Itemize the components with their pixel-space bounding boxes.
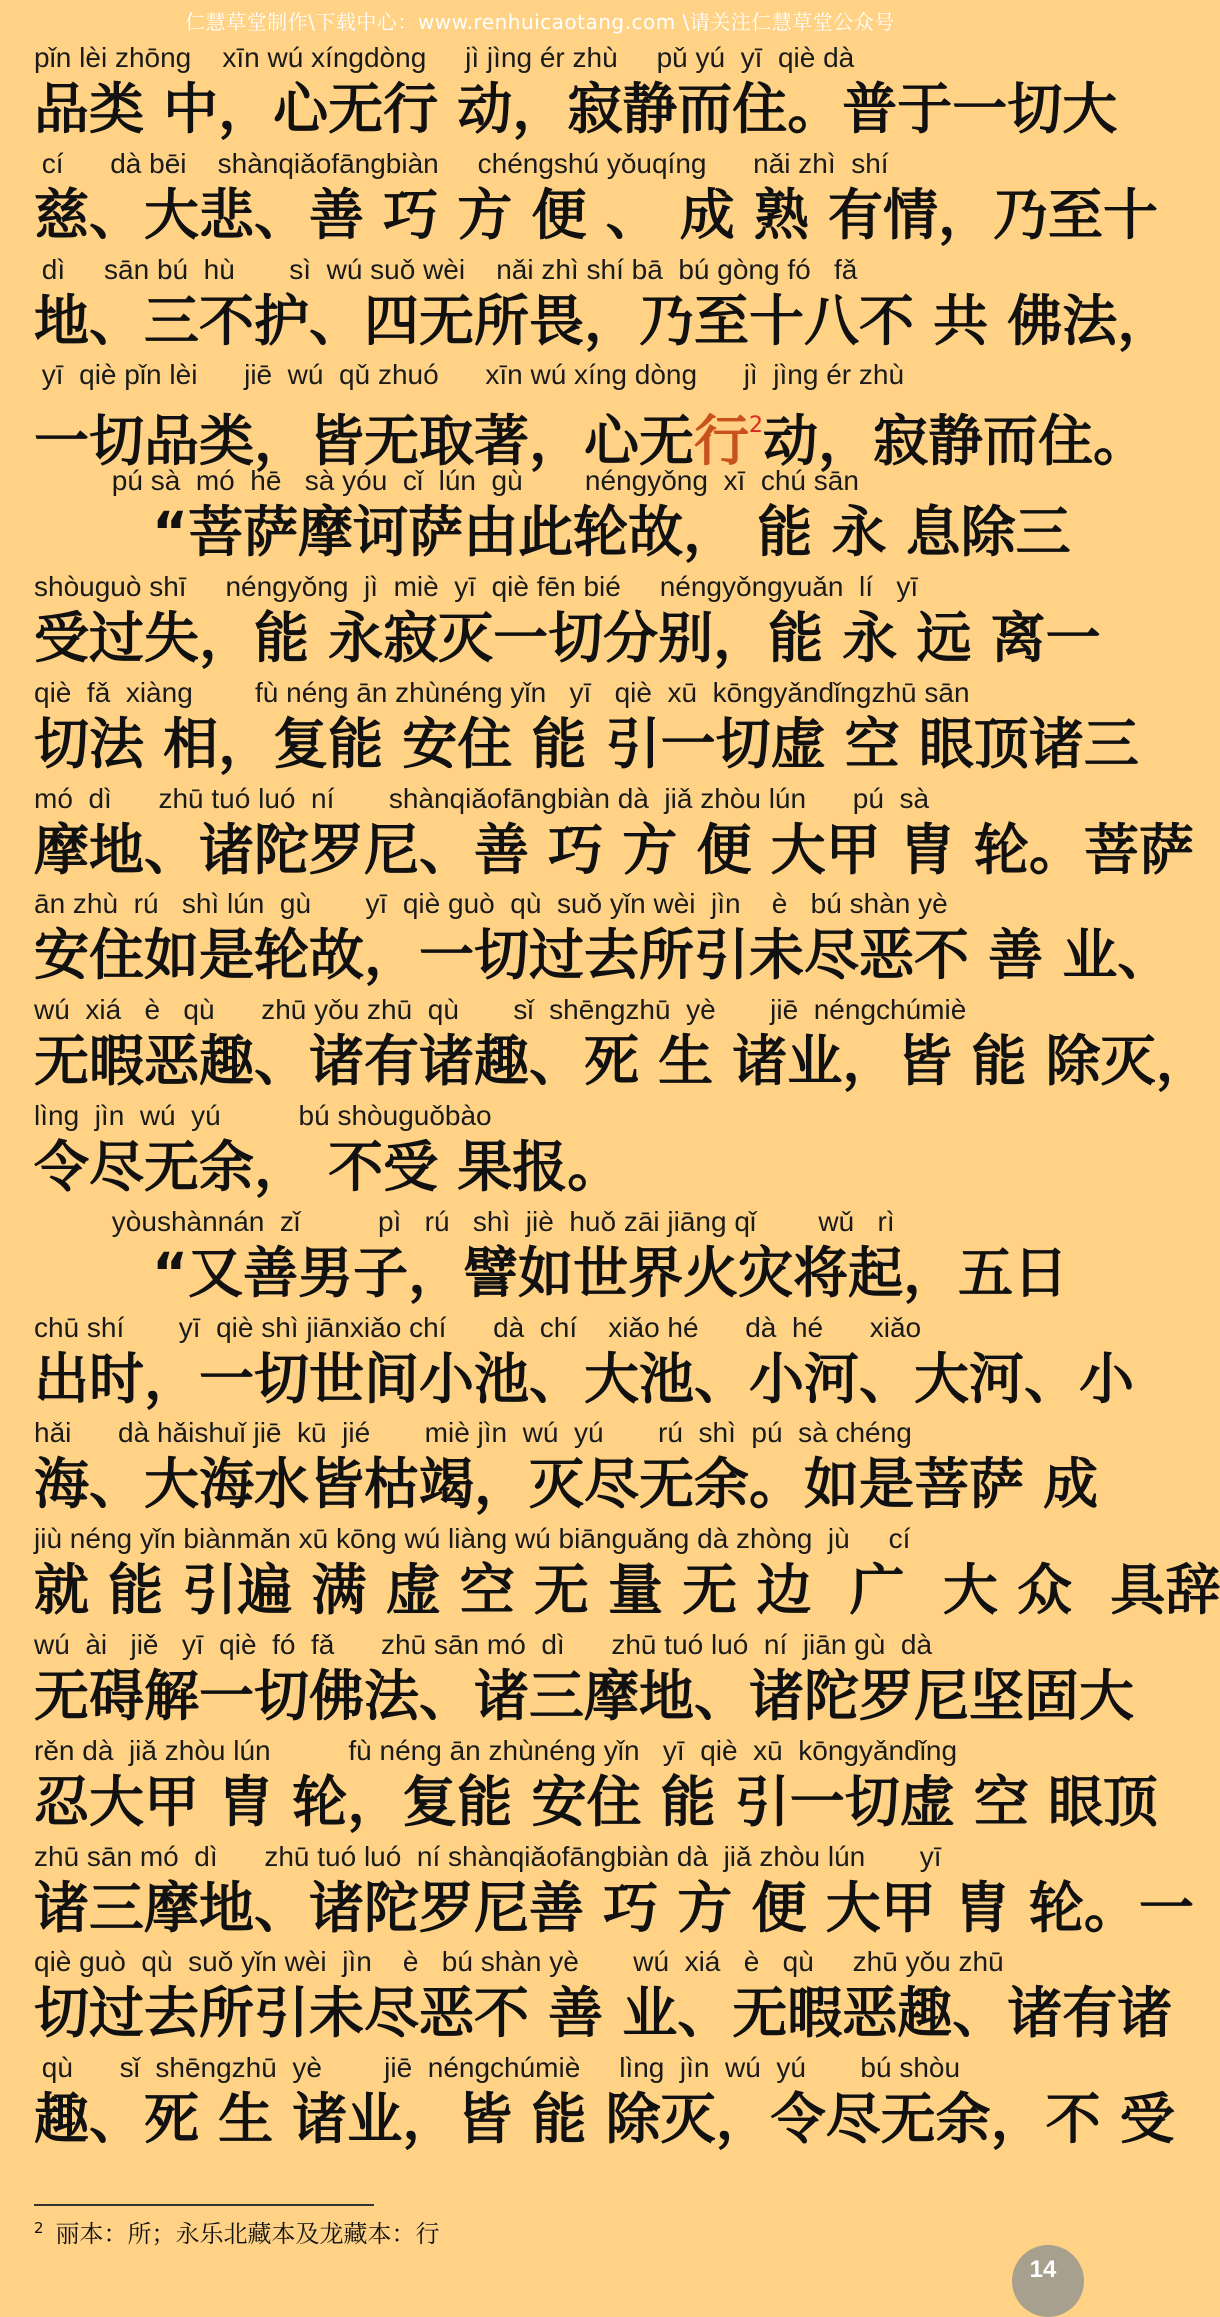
text-line [34,990,1211,1096]
pinyin-line: pú sà mó hē sà yóu cǐ lún gù néngyǒng xī chú sān [34,465,859,497]
text-line [34,2048,1175,2154]
hanzi-segment: 一切品类，皆无取著，心无 [34,409,695,474]
hanzi-line: 令尽无余， 不受 果报。 [34,1134,623,1199]
pinyin-line: qù sǐ shēngzhū yè jiē néngchúmiè lìng jìn wú yú bú shòu [34,2052,961,2084]
hanzi-line: 品类 中，心无行 动，寂静而住。普于一切大 [34,77,1118,141]
hanzi-line: 切过去所引未尽恶不 善 业、无暇恶趣、诸有诸 [34,1981,1173,2046]
text-line [34,1308,1135,1414]
variant-character: 行 [694,409,750,474]
text-line [34,144,1159,250]
footnote-text: 丽本：所；永乐北藏本及龙藏本：行 [55,2220,440,2248]
text-line [34,1519,1220,1625]
text-line [34,1413,1099,1519]
pinyin-line: jiù néng yǐn biànmǎn xū kōng wú liàng wú biānguǎng dà zhòng jù cí [34,1523,911,1555]
text-line [34,779,1194,885]
text-line [34,884,1173,990]
pinyin-line: yī qiè pǐn lèi jiē wú qǔ zhuó xīn wú xíng dòng jì jìng ér zhù [34,359,905,391]
hanzi-line: 切法 相，复能 安住 能 引一切虚 空 眼顶诸三 [34,711,1139,776]
footnote-mark: 2 [34,2219,44,2237]
hanzi-line: 趣、死 生 诸业，皆 能 除灭，令尽无余，不 受 [34,2087,1175,2152]
text-line [34,1096,1046,1202]
footnote [34,2214,440,2249]
hanzi-line [34,395,1149,474]
hanzi-line: 出时，一切世间小池、大池、小河、大河、小 [34,1346,1135,1411]
footnote-divider [34,2204,374,2206]
pinyin-line: qiè fǎ xiàng fù néng ān zhùnéng yǐn yī qiè xū kōngyǎndǐngzhū sān [34,676,970,708]
text-line [34,567,1101,673]
text-line [34,1942,1173,2048]
hanzi-line: 无暇恶趣、诸有诸趣、死 生 诸业，皆 能 除灭， [34,1029,1211,1094]
hanzi-line: 无碍解一切佛法、诸三摩地、诸陀罗尼坚固大 [34,1663,1135,1728]
hanzi-line: 慈、大悲、善 巧 方 便 、 成 熟 有情，乃至十 [34,182,1159,247]
hanzi-line: 忍大甲 胄 轮，复能 安住 能 引一切虚 空 眼顶 [34,1769,1159,1834]
text-line [34,673,1139,779]
text-line [34,1625,1135,1731]
pinyin-line: lìng jìn wú yú bú shòuguǒbào [34,1099,492,1131]
text-line [34,1837,1194,1943]
hanzi-line: “菩萨摩诃萨由此轮故， 能 永 息除三 [152,500,1071,565]
hanzi-line: 受过失，能 永寂灭一切分别，能 永 远 离一 [34,605,1101,670]
hanzi-segment: 动，寂静而住。 [763,409,1149,474]
text-line [34,1202,1069,1308]
hanzi-line: 海、大海水皆枯竭，灭尽无余。如是菩萨 成 [34,1452,1099,1517]
pinyin-line: ān zhù rú shì lún gù yī qiè guò qù suǒ yǐn wèi jìn è bú shàn yè [34,888,948,920]
text-line [34,1731,1159,1837]
text-line [34,355,1149,474]
pinyin-line: cí dà bēi shànqiǎofāngbiàn chéngshú yǒuqíng nǎi zhì shí [34,147,889,179]
pinyin-line: rěn dà jiǎ zhòu lún fù néng ān zhùnéng yǐn yī qiè xū kōngyǎndǐng [34,1734,958,1766]
pinyin-line: qiè guò qù suǒ yǐn wèi jìn è bú shàn yè wú xiá è qù zhū yǒu zhū [34,1946,1004,1978]
pinyin-line: pǐn lèi zhōng xīn wú xíngdòng jì jìng ér zhù pǔ yú yī qiè dà [34,42,855,73]
pinyin-line: hǎi dà hǎishuǐ jiē kū jié miè jìn wú yú rú shì pú sà chéng [34,1417,912,1449]
pinyin-line: mó dì zhū tuó luó ní shànqiǎofāngbiàn dà jiǎ zhòu lún pú sà [34,782,930,814]
pinyin-line: zhū sān mó dì zhū tuó luó ní shànqiǎofāngbiàn dà jiǎ zhòu lún yī [34,1840,942,1872]
text-line [34,38,1118,144]
text-line [34,250,1173,356]
hanzi-line: 就 能 引遍 满 虚 空 无 量 无 边 广 大 众 具辞 [34,1558,1220,1623]
hanzi-line: 诸三摩地、诸陀罗尼善 巧 方 便 大甲 胄 轮。一 [34,1875,1194,1940]
scripture-text [34,38,1220,2154]
pinyin-line: wú ài jiě yī qiè fó fǎ zhū sān mó dì zhū tuó luó ní jiān gù dà [34,1628,933,1660]
footnote-reference[interactable]: 2 [749,413,764,439]
pinyin-line: shòuguò shī néngyǒng jì miè yī qiè fēn bié néngyǒngyuǎn lí yī [34,570,919,602]
hanzi-line: 地、三不护、四无所畏，乃至十八不 共 佛法， [34,288,1173,353]
pinyin-line: wú xiá è qù zhū yǒu zhū qù sǐ shēngzhū yè jiē néngchúmiè [34,994,967,1026]
pinyin-line: yòushànnán zǐ pì rú shì jiè huǒ zāi jiāng qǐ wǔ rì [34,1205,895,1237]
hanzi-line: “又善男子，譬如世界火灾将起，五日 [152,1240,1069,1305]
pinyin-line: chū shí yī qiè shì jiānxiǎo chí dà chí xiǎo hé dà hé xiǎo [34,1311,922,1343]
text-line [34,461,1071,567]
pinyin-line: dì sān bú hù sì wú suǒ wèi nǎi zhì shí bā bú gòng fó fǎ [34,253,858,285]
hanzi-line: 安住如是轮故，一切过去所引未尽恶不 善 业、 [34,923,1173,988]
page-number: 14 [1012,2245,1084,2317]
hanzi-line: 摩地、诸陀罗尼、善 巧 方 便 大甲 胄 轮。菩萨 [34,817,1194,882]
header-watermark: 仁慧草堂制作\下载中心：www.renhuicaotang.com \请关注仁慧草堂公众号 [185,10,895,34]
